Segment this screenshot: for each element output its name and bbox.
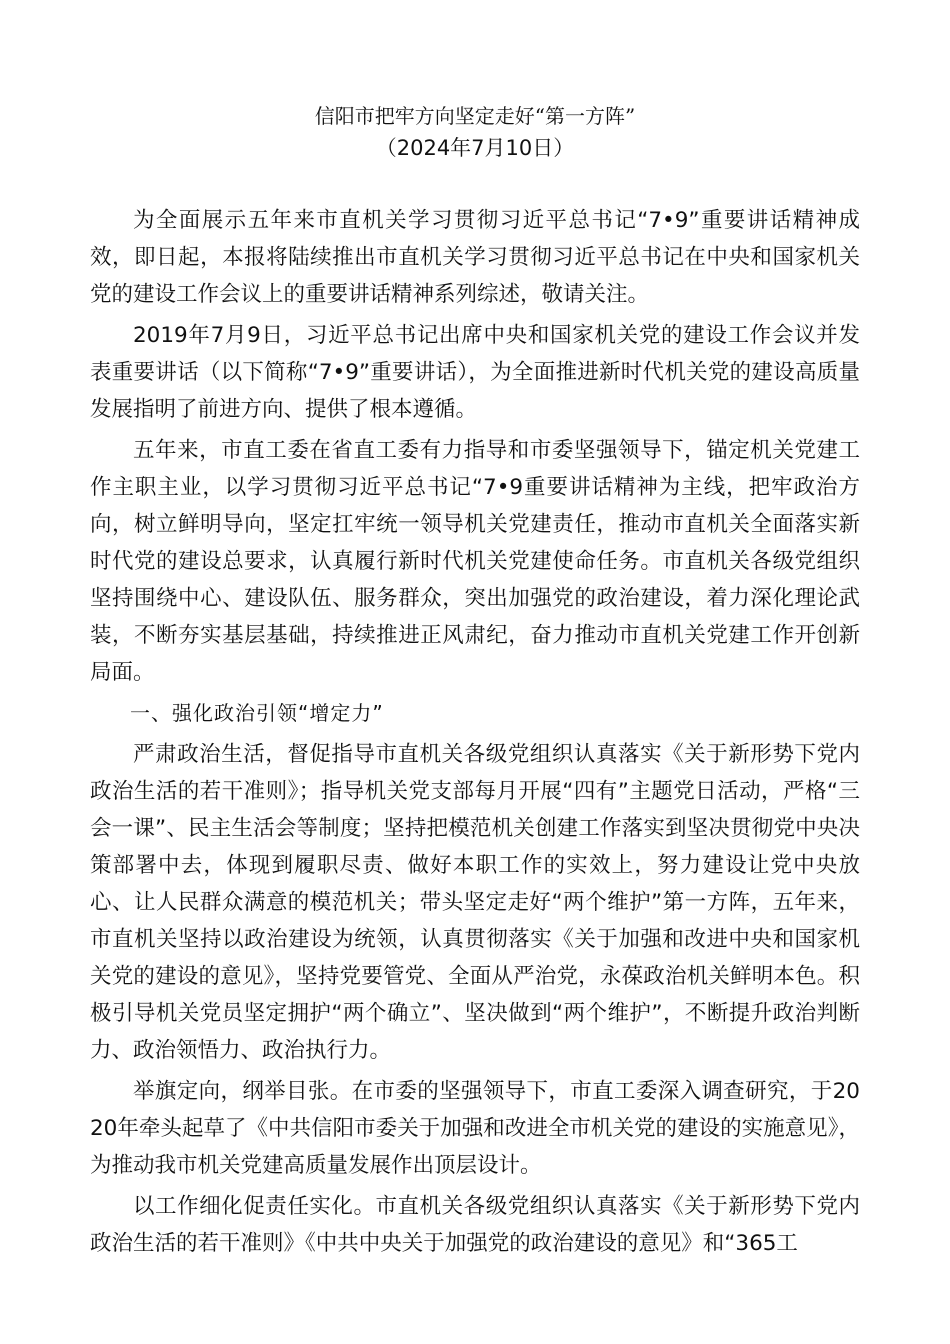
document-title: 信阳市把牢方向坚定走好“第一方阵” [314, 104, 636, 128]
background-paragraph: 2019年7月9日，习近平总书记出席中央和国家机关党的建设工作会议并发表重要讲话（以下简称“7•9”重要讲话），为全面推进新时代机关党的建设高质量发展指明了前进方向、提供了根本遵循。 [90, 323, 860, 422]
section-paragraph: 以工作细化促责任实化。市直机关各级党组织认真落实《关于新形势下党内政治生活的若干准则》《中共中央关于加强党的政治建设的意见》和“365工 [90, 1194, 860, 1256]
section-heading: 一、强化政治引领“增定力” [130, 701, 384, 725]
document-date: （2024年7月10日） [375, 136, 575, 160]
section-paragraph: 举旗定向，纲举目张。在市委的坚强领导下，市直工委深入调查研究，于2020年牵头起草了《中共信阳市委关于加强和改进全市机关党的建设的实施意见》，为推动我市机关党建高质量发展作出顶层设计。 [90, 1079, 860, 1178]
section-paragraph: 严肃政治生活，督促指导市直机关各级党组织认真落实《关于新形势下党内政治生活的若干准则》；指导机关党支部每月开展“四有”主题党日活动，严格“三会一课”、民主生活会等制度；坚持把模范机关创建工作落实到坚决贯彻党中央决策部署中去，体现到履职尽责、做好本职工作的实效上，努力建设让党中央放心、让人民群众满意的模范机关；带头坚定走好“两个维护”第一方阵，五年来，市直机关坚持以政治建设为统领，认真贯彻落实《关于加强和改进中央和国家机关党的建设的意见》，坚持党要管党、全面从严治党，永葆政治机关鲜明本色。积极引导机关党员坚定拥护“两个确立”、坚决做到“两个维护”，不断提升政治判断力、政治领悟力、政治执行力。 [90, 742, 860, 1063]
document-page [90, 100, 860, 1266]
intro-paragraph: 为全面展示五年来市直机关学习贯彻习近平总书记“7•9”重要讲话精神成效，即日起，本报将陆续推出市直机关学习贯彻习近平总书记在中央和国家机关党的建设工作会议上的重要讲话精神系列综述，敬请关注。 [90, 208, 860, 307]
summary-paragraph: 五年来，市直工委在省直工委有力指导和市委坚强领导下，锚定机关党建工作主职主业，以学习贯彻习近平总书记“7•9重要讲话精神为主线，把牢政治方向，树立鲜明导向，坚定扛牢统一领导机关党建责任，推动市直机关全面落实新时代党的建设总要求，认真履行新时代机关党建使命任务。市直机关各级党组织坚持围绕中心、建设队伍、服务群众，突出加强党的政治建设，着力深化理论武装，不断夯实基层基础，持续推进正风肃纪，奋力推动市直机关党建工作开创新局面。 [90, 438, 860, 685]
